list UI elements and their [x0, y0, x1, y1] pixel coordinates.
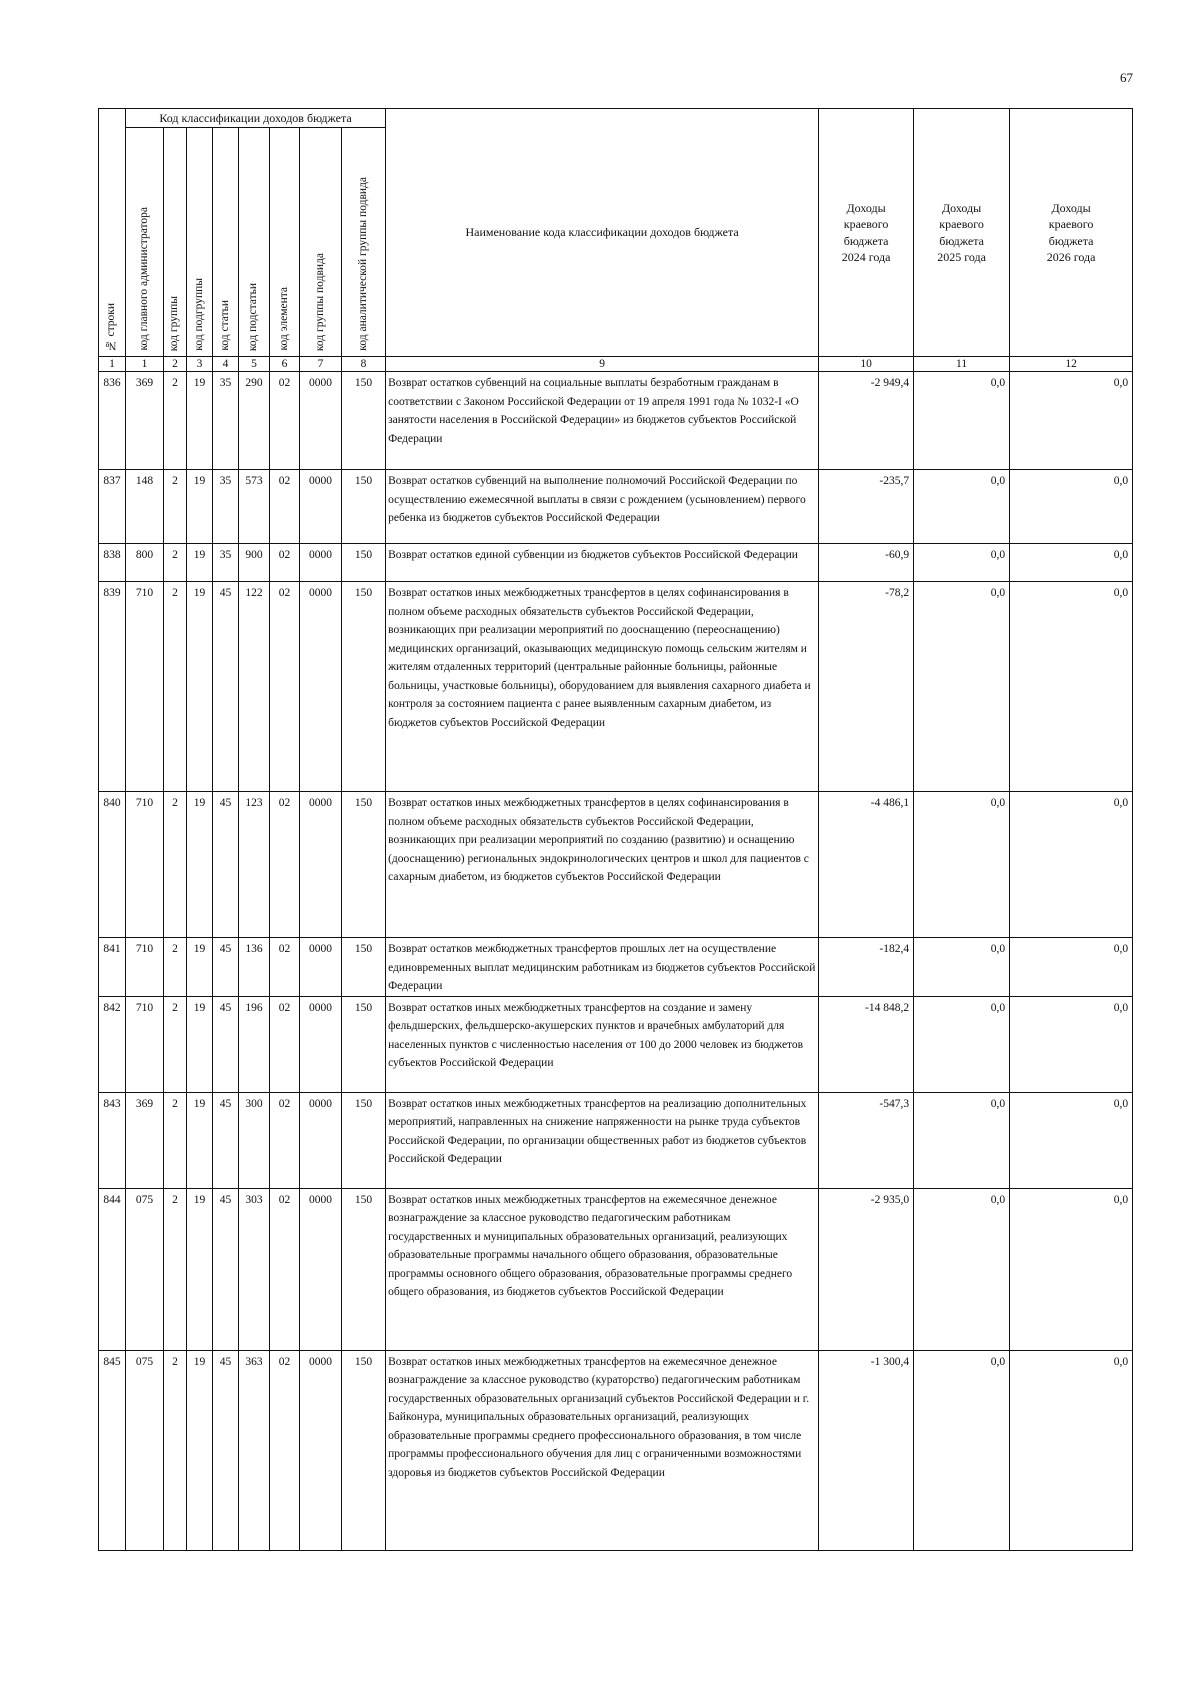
row-number: 836: [99, 372, 126, 470]
code-header: код подстатьи: [239, 128, 270, 357]
income-2025-cell: 0,0: [914, 1092, 1010, 1188]
table-header: [99, 109, 1133, 372]
income-2024-cell: -78,2: [819, 582, 914, 792]
column-number: 2: [164, 357, 187, 372]
code-header: код группы подвида: [300, 128, 342, 357]
code-cell: 196: [239, 996, 270, 1092]
code-cell: 02: [270, 372, 300, 470]
income-2024-cell: -60,9: [819, 544, 914, 582]
income-2026-cell: 0,0: [1010, 996, 1133, 1092]
income-2026-cell: 0,0: [1010, 372, 1133, 470]
column-number: 10: [819, 357, 914, 372]
column-numbers-row: [99, 357, 1133, 372]
code-cell: 0000: [300, 372, 342, 470]
code-header: код подгруппы: [187, 128, 213, 357]
income-2024-cell: -182,4: [819, 938, 914, 997]
code-cell: 800: [126, 544, 164, 582]
description-cell: Возврат остатков межбюджетных трансфертов прошлых лет на осуществление единовременных выплат медицинским работникам из бюджетов субъектов Российской Федерации: [386, 938, 819, 997]
code-cell: 150: [342, 582, 386, 792]
column-number: 8: [342, 357, 386, 372]
column-number: 11: [914, 357, 1010, 372]
income-2025-cell: 0,0: [914, 582, 1010, 792]
row-number: 844: [99, 1188, 126, 1350]
income-2024-header: Доходы краевого бюджета 2024 года: [819, 109, 914, 357]
code-cell: 19: [187, 372, 213, 470]
code-cell: 2: [164, 1092, 187, 1188]
code-cell: 02: [270, 544, 300, 582]
code-cell: 369: [126, 372, 164, 470]
table-row: [99, 1188, 1133, 1350]
table-row: [99, 470, 1133, 544]
code-cell: 2: [164, 938, 187, 997]
row-number-header: № строки: [99, 109, 126, 357]
row-number: 841: [99, 938, 126, 997]
code-cell: 02: [270, 792, 300, 938]
code-cell: 45: [213, 1350, 239, 1550]
code-cell: 45: [213, 792, 239, 938]
income-2026-cell: 0,0: [1010, 1092, 1133, 1188]
description-cell: Возврат остатков иных межбюджетных трансфертов на создание и замену фельдшерских, фельдшерско-акушерских пунктов и врачебных амбулаторий для населенных пунктов с численностью населения от 100 до 2000 человек из бюджетов субъектов Российской Федерации: [386, 996, 819, 1092]
code-header: код аналитической группы подвида: [342, 128, 386, 357]
row-number: 840: [99, 792, 126, 938]
code-cell: 0000: [300, 544, 342, 582]
code-cell: 710: [126, 582, 164, 792]
code-cell: 35: [213, 544, 239, 582]
income-2024-cell: -2 935,0: [819, 1188, 914, 1350]
description-cell: Возврат остатков субвенций на социальные выплаты безработным гражданам в соответствии с Законом Российской Федерации от 19 апреля 1991 года № 1032-I «О занятости населения в Российской Федерации» из бюджетов субъектов Российской Федерации: [386, 372, 819, 470]
code-cell: 573: [239, 470, 270, 544]
code-cell: 35: [213, 470, 239, 544]
income-2024-cell: -235,7: [819, 470, 914, 544]
code-cell: 2: [164, 372, 187, 470]
code-cell: 710: [126, 996, 164, 1092]
income-2026-cell: 0,0: [1010, 1350, 1133, 1550]
code-cell: 0000: [300, 938, 342, 997]
code-cell: 0000: [300, 470, 342, 544]
table-row: [99, 996, 1133, 1092]
code-cell: 150: [342, 1188, 386, 1350]
code-cell: 0000: [300, 1188, 342, 1350]
code-header: код элемента: [270, 128, 300, 357]
income-2026-cell: 0,0: [1010, 470, 1133, 544]
income-2025-header: Доходы краевого бюджета 2025 года: [914, 109, 1010, 357]
code-cell: 2: [164, 792, 187, 938]
code-cell: 150: [342, 938, 386, 997]
code-cell: 0000: [300, 1092, 342, 1188]
column-number: 3: [187, 357, 213, 372]
column-number: 4: [213, 357, 239, 372]
code-cell: 123: [239, 792, 270, 938]
row-number: 838: [99, 544, 126, 582]
code-cell: 02: [270, 582, 300, 792]
code-cell: 2: [164, 544, 187, 582]
code-cell: 369: [126, 1092, 164, 1188]
code-cell: 19: [187, 1092, 213, 1188]
table-row: [99, 1350, 1133, 1550]
table-body: [99, 372, 1133, 1551]
code-cell: 148: [126, 470, 164, 544]
name-header: Наименование кода классификации доходов бюджета: [386, 109, 819, 357]
code-cell: 19: [187, 938, 213, 997]
column-number: 6: [270, 357, 300, 372]
code-cell: 710: [126, 938, 164, 997]
code-cell: 19: [187, 996, 213, 1092]
column-number: 5: [239, 357, 270, 372]
income-2026-cell: 0,0: [1010, 792, 1133, 938]
code-cell: 02: [270, 1350, 300, 1550]
income-2025-cell: 0,0: [914, 1188, 1010, 1350]
table-row: [99, 792, 1133, 938]
code-cell: 02: [270, 1092, 300, 1188]
budget-table: [98, 108, 1133, 1551]
code-header: код главного администратора: [126, 128, 164, 357]
income-2024-cell: -1 300,4: [819, 1350, 914, 1550]
row-number: 842: [99, 996, 126, 1092]
code-cell: 45: [213, 996, 239, 1092]
income-2026-cell: 0,0: [1010, 544, 1133, 582]
income-2025-cell: 0,0: [914, 996, 1010, 1092]
code-cell: 710: [126, 792, 164, 938]
row-number: 839: [99, 582, 126, 792]
code-header: код статьи: [213, 128, 239, 357]
code-cell: 0000: [300, 792, 342, 938]
code-cell: 02: [270, 470, 300, 544]
code-cell: 2: [164, 1188, 187, 1350]
income-2025-cell: 0,0: [914, 470, 1010, 544]
code-cell: 19: [187, 792, 213, 938]
code-cell: 075: [126, 1350, 164, 1550]
income-2026-header: Доходы краевого бюджета 2026 года: [1010, 109, 1133, 357]
income-2024-cell: -14 848,2: [819, 996, 914, 1092]
income-2025-cell: 0,0: [914, 544, 1010, 582]
code-cell: 150: [342, 544, 386, 582]
code-cell: 0000: [300, 996, 342, 1092]
code-cell: 2: [164, 1350, 187, 1550]
code-cell: 19: [187, 582, 213, 792]
code-cell: 150: [342, 792, 386, 938]
code-cell: 02: [270, 938, 300, 997]
income-2024-cell: -2 949,4: [819, 372, 914, 470]
code-cell: 075: [126, 1188, 164, 1350]
code-cell: 19: [187, 470, 213, 544]
code-cell: 45: [213, 1188, 239, 1350]
column-number: 9: [386, 357, 819, 372]
income-2025-cell: 0,0: [914, 938, 1010, 997]
code-cell: 136: [239, 938, 270, 997]
row-number: 843: [99, 1092, 126, 1188]
code-cell: 150: [342, 1092, 386, 1188]
code-cell: 19: [187, 1188, 213, 1350]
column-number: 12: [1010, 357, 1133, 372]
code-cell: 0000: [300, 1350, 342, 1550]
page-number: 67: [1120, 70, 1133, 85]
code-cell: 150: [342, 996, 386, 1092]
column-number: 1: [99, 357, 126, 372]
income-2026-cell: 0,0: [1010, 1188, 1133, 1350]
code-cell: 0000: [300, 582, 342, 792]
income-2026-cell: 0,0: [1010, 938, 1133, 997]
code-cell: 35: [213, 372, 239, 470]
code-cell: 2: [164, 582, 187, 792]
code-cell: 02: [270, 996, 300, 1092]
income-2024-cell: -4 486,1: [819, 792, 914, 938]
code-cell: 2: [164, 996, 187, 1092]
table-row: [99, 938, 1133, 997]
table-row: [99, 582, 1133, 792]
code-cell: 363: [239, 1350, 270, 1550]
code-cell: 150: [342, 372, 386, 470]
description-cell: Возврат остатков иных межбюджетных трансфертов в целях софинансирования в полном объеме расходных обязательств субъектов Российской Федерации, возникающих при реализации мероприятий по созданию (развитию) и оснащению (дооснащению) региональных эндокринологических центров и школ для пациентов с сахарным диабетом, из бюджетов субъектов Российской Федерации: [386, 792, 819, 938]
income-2025-cell: 0,0: [914, 1350, 1010, 1550]
code-cell: 150: [342, 470, 386, 544]
code-header: код группы: [164, 128, 187, 357]
description-cell: Возврат остатков единой субвенции из бюджетов субъектов Российской Федерации: [386, 544, 819, 582]
description-cell: Возврат остатков иных межбюджетных трансфертов на ежемесячное денежное вознаграждение за классное руководство педагогическим работникам государственных и муниципальных образовательных организаций, реализующих образовательные программы начального общего образования, образовательные программы основного общего образования, образовательные программы среднего общего образования, из бюджетов субъектов Российской Федерации: [386, 1188, 819, 1350]
row-number: 837: [99, 470, 126, 544]
income-2025-cell: 0,0: [914, 792, 1010, 938]
table-row: [99, 1092, 1133, 1188]
table-row: [99, 372, 1133, 470]
description-cell: Возврат остатков иных межбюджетных трансфертов в целях софинансирования в полном объеме расходных обязательств субъектов Российской Федерации, возникающих при реализации мероприятий по дооснащению (переоснащению) медицинских организаций, оказывающих медицинскую помощь сельским жителям и жителям отдаленных территорий (центральные районные больницы, районные больницы, участковые больницы), оборудованием для выявления сахарного диабета и контроля за состоянием пациента с ранее выявленным сахарным диабетом, из бюджетов субъектов Российской Федерации: [386, 582, 819, 792]
code-cell: 02: [270, 1188, 300, 1350]
code-cell: 2: [164, 470, 187, 544]
code-cell: 150: [342, 1350, 386, 1550]
code-cell: 45: [213, 938, 239, 997]
classification-group-header: Код классификации доходов бюджета: [126, 109, 386, 128]
row-number: 845: [99, 1350, 126, 1550]
description-cell: Возврат остатков иных межбюджетных трансфертов на ежемесячное денежное вознаграждение за классное руководство (кураторство) педагогическим работникам государственных образовательных организаций субъектов Российской Федерации и г. Байконура, муниципальных образовательных организаций, реализующих образовательные программы среднего профессионального образования, в том числе программы профессионального обучения для лиц с ограниченными возможностями здоровья из бюджетов субъектов Российской Федерации: [386, 1350, 819, 1550]
code-cell: 45: [213, 582, 239, 792]
code-cell: 122: [239, 582, 270, 792]
income-2025-cell: 0,0: [914, 372, 1010, 470]
income-2024-cell: -547,3: [819, 1092, 914, 1188]
code-cell: 19: [187, 544, 213, 582]
code-cell: 303: [239, 1188, 270, 1350]
code-cell: 19: [187, 1350, 213, 1550]
code-cell: 290: [239, 372, 270, 470]
income-2026-cell: 0,0: [1010, 582, 1133, 792]
column-number: 1: [126, 357, 164, 372]
description-cell: Возврат остатков субвенций на выполнение полномочий Российской Федерации по осуществлению ежемесячной выплаты в связи с рождением (усыновлением) первого ребенка из бюджетов субъектов Российской Федерации: [386, 470, 819, 544]
table-row: [99, 544, 1133, 582]
code-cell: 300: [239, 1092, 270, 1188]
code-cell: 900: [239, 544, 270, 582]
description-cell: Возврат остатков иных межбюджетных трансфертов на реализацию дополнительных мероприятий, направленных на снижение напряженности на рынке труда субъектов Российской Федерации, по организации общественных работ из бюджетов субъектов Российской Федерации: [386, 1092, 819, 1188]
column-number: 7: [300, 357, 342, 372]
code-cell: 45: [213, 1092, 239, 1188]
